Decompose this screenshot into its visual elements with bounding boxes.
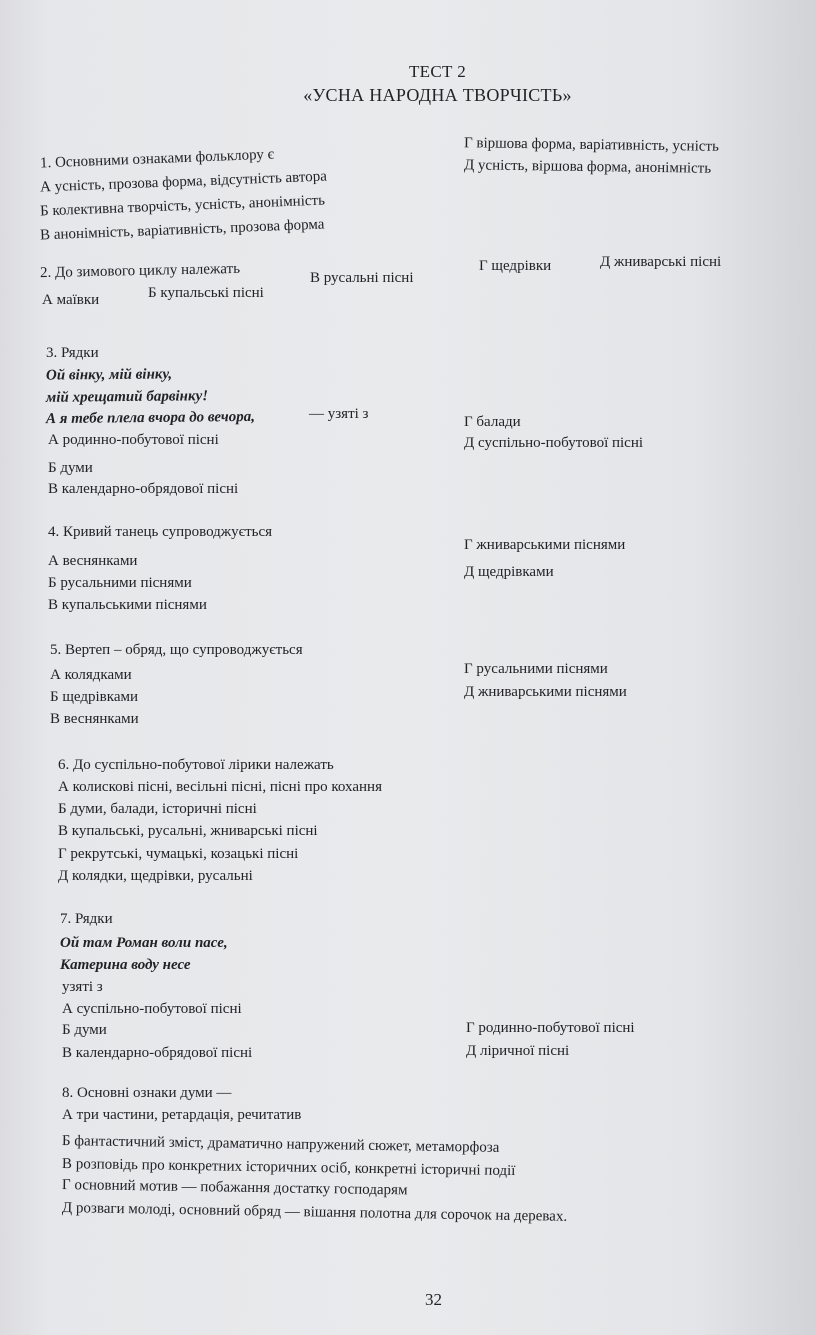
q7-option-a: А суспільно-побутової пісні — [62, 1001, 242, 1017]
page-number: 32 — [425, 1290, 442, 1309]
q1-option-a: А усність, прозова форма, відсутність автора — [39, 168, 328, 196]
q1-option-b: Б колективна творчість, усність, анонімність — [39, 192, 326, 220]
q5-option-e: Д жниварськими піснями — [464, 684, 627, 700]
q7-option-e: Д ліричної пісні — [466, 1043, 570, 1059]
test-title: «УСНА НАРОДНА ТВОРЧІСТЬ» — [303, 85, 572, 105]
q8-option-b: Б фантастичний зміст, драматично напружений сюжет, метаморфоза — [61, 1133, 500, 1156]
q6-option-c: В купальські, русальні, жниварські пісні — [58, 823, 318, 839]
q1-option-e: Д усність, віршова форма, анонімність — [463, 157, 712, 177]
q8-option-e: Д розваги молоді, основний обряд — вішання полотна для сорочок на деревах. — [61, 1200, 568, 1225]
q1-stem: 1. Основними ознаками фольклору є — [39, 146, 275, 172]
q3-stem: 3. Рядки — [46, 345, 99, 361]
q7-quote-line-1: Ой там Роман воли пасе, — [60, 935, 228, 951]
q7-quote-line-2: Катерина воду несе — [60, 957, 191, 973]
q3-quote-line-2: мій хрещатий барвінку! — [45, 388, 209, 406]
q7-stem: 7. Рядки — [60, 911, 113, 927]
q6-option-a: А колискові пісні, весільні пісні, пісні про кохання — [58, 779, 382, 795]
q7-option-d: Г родинно-побутової пісні — [466, 1020, 635, 1036]
q2-option-b: Б купальські пісні — [148, 285, 264, 301]
q5-option-b: Б щедрівками — [50, 689, 138, 705]
q3-option-a: А родинно-побутової пісні — [48, 432, 219, 448]
q3-suffix: — узяті з — [309, 406, 369, 422]
q6-option-d: Г рекрутські, чумацькі, козацькі пісні — [58, 846, 299, 862]
q2-option-e: Д жниварські пісні — [600, 254, 722, 270]
q4-option-b: Б русальними піснями — [48, 575, 192, 591]
q5-stem: 5. Вертеп – обряд, що супроводжується — [50, 642, 303, 658]
q7-suffix: узяті з — [62, 979, 103, 995]
q2-stem: 2. До зимового циклу належать — [39, 260, 241, 282]
q3-option-e: Д суспільно-побутової пісні — [464, 435, 644, 451]
q7-option-b: Б думи — [62, 1022, 107, 1038]
q3-option-c: В календарно-обрядової пісні — [48, 481, 239, 497]
q8-stem: 8. Основні ознаки думи — — [62, 1085, 232, 1101]
q4-option-a: А веснянками — [48, 553, 138, 569]
q8-option-d: Г основний мотив — побажання достатку господарям — [61, 1177, 408, 1199]
q4-option-e: Д щедрівками — [464, 564, 554, 580]
q4-stem: 4. Кривий танець супроводжується — [48, 524, 273, 540]
q4-option-d: Г жниварськими піснями — [464, 537, 626, 553]
q6-stem: 6. До суспільно-побутової лірики належать — [58, 757, 334, 773]
q7-option-c: В календарно-обрядової пісні — [62, 1045, 253, 1061]
q5-option-a: А колядками — [50, 667, 132, 683]
q2-option-c: В русальні пісні — [310, 270, 414, 286]
q8-option-c: В розповідь про конкретних історичних осіб, конкретні історичні події — [61, 1156, 516, 1180]
q1-option-c: В анонімність, варіативність, прозова форма — [39, 216, 325, 244]
q3-quote-line-1: Ой вінку, мій вінку, — [45, 366, 173, 384]
q8-option-a: А три частини, ретардація, речитатив — [62, 1107, 302, 1123]
q2-option-a: А маївки — [42, 292, 100, 308]
q5-option-d: Г русальними піснями — [464, 661, 608, 677]
q3-quote-line-3: А я тебе плела вчора до вечора, — [45, 408, 256, 428]
q1-option-d: Г віршова форма, варіативність, усність — [463, 135, 719, 155]
q3-option-d: Г балади — [464, 414, 521, 430]
q6-option-e: Д колядки, щедрівки, русальні — [58, 868, 253, 884]
q5-option-c: В веснянками — [50, 711, 139, 727]
q3-option-b: Б думи — [48, 460, 93, 476]
q6-option-b: Б думи, балади, історичні пісні — [58, 801, 257, 817]
q4-option-c: В купальськими піснями — [48, 597, 207, 613]
test-label: ТЕСТ 2 — [408, 62, 467, 81]
q2-option-d: Г щедрівки — [479, 258, 552, 274]
